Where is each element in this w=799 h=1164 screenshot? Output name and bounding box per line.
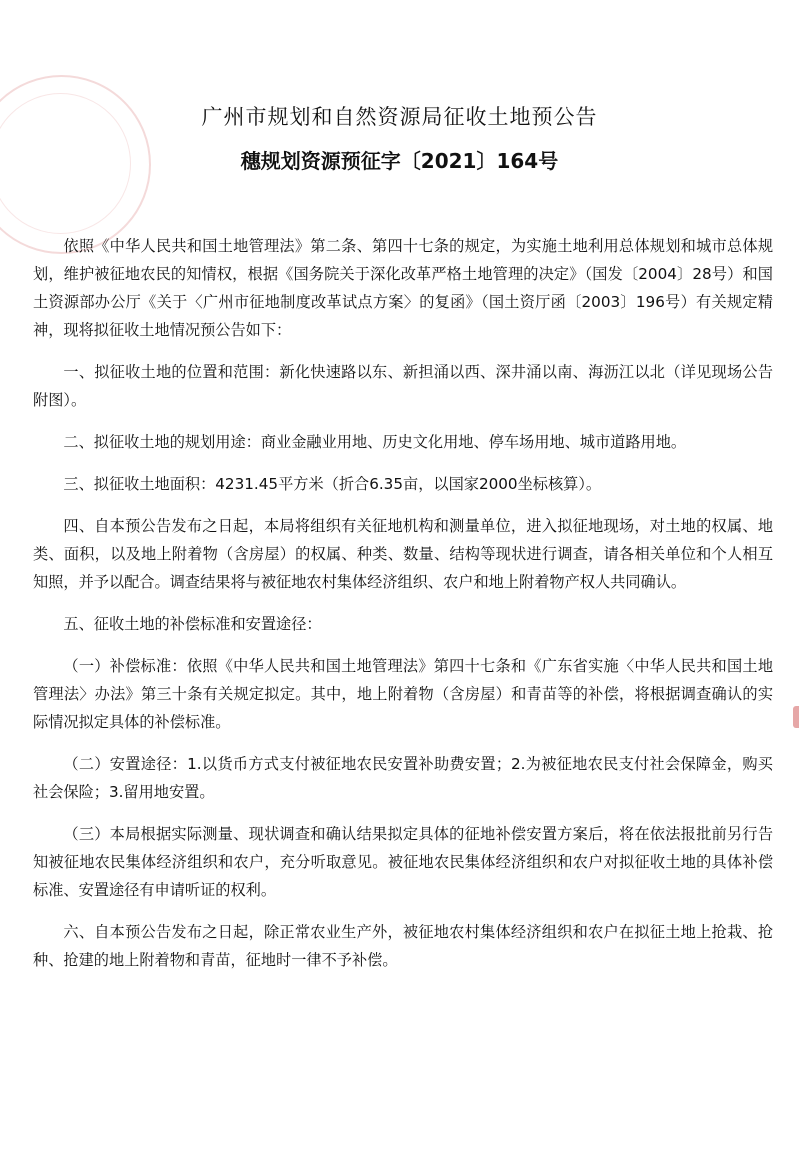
section-5-1-compensation: （一）补偿标准：依照《中华人民共和国土地管理法》第四十七条和《广东省实施〈中华人民共和国土地管理法〉办法》第三十条有关规定拟定。其中，地上附着物（含房屋）和青苗等的补偿，将根据调查确认的实际情况拟定具体的补偿标准。 bbox=[33, 657, 773, 731]
section-6-no-compensation: 六、自本预公告发布之日起，除正常农业生产外，被征地农村集体经济组织和农户在拟征土地上抢栽、抢种、抢建的地上附着物和青苗，征地时一律不予补偿。 bbox=[33, 923, 773, 969]
document-title: 广州市规划和自然资源局征收土地预公告 bbox=[201, 105, 598, 129]
section-5-heading: 五、征收土地的补偿标准和安置途径： bbox=[63, 615, 322, 633]
edge-stamp-mark bbox=[793, 706, 799, 728]
section-3-area: 三、拟征收土地面积：4231.45平方米（折合6.35亩，以国家2000坐标核算）。 bbox=[63, 475, 602, 493]
section-2-usage: 二、拟征收土地的规划用途：商业金融业用地、历史文化用地、停车场用地、城市道路用地。 bbox=[63, 433, 687, 451]
section-5-2-resettlement: （二）安置途径：1.以货币方式支付被征地农民安置补助费安置；2.为被征地农民支付社会保障金，购买社会保险；3.留用地安置。 bbox=[33, 755, 773, 801]
section-1-location: 一、拟征收土地的位置和范围：新化快速路以东、新担涌以西、深井涌以南、海沥江以北（详见现场公告附图）。 bbox=[33, 363, 773, 409]
document-body bbox=[33, 232, 773, 988]
section-4-survey: 四、自本预公告发布之日起，本局将组织有关征地机构和测量单位，进入拟征地现场，对土地的权属、地类、面积，以及地上附着物（含房屋）的权属、种类、数量、结构等现状进行调查，请各相关单位和个人相互知照，并予以配合。调查结果将与被征地农村集体经济组织、农户和地上附着物产权人共同确认。 bbox=[33, 517, 773, 591]
section-5-3-hearing: （三）本局根据实际测量、现状调查和确认结果拟定具体的征地补偿安置方案后，将在依法报批前另行告知被征地农民集体经济组织和农户，充分听取意见。被征地农民集体经济组织和农户对拟征收土地的具体补偿标准、安置途径有申请听证的权利。 bbox=[33, 825, 773, 899]
document-number: 穗规划资源预征字〔2021〕164号 bbox=[240, 149, 559, 173]
intro-paragraph: 依照《中华人民共和国土地管理法》第二条、第四十七条的规定，为实施土地利用总体规划和城市总体规划，维护被征地农民的知情权，根据《国务院关于深化改革严格土地管理的决定》（国发〔2004〕28号）和国土资源部办公厅《关于〈广州市征地制度改革试点方案〉的复函》（国土资厅函〔2003〕196号）有关规定精神，现将拟征收土地情况预公告如下： bbox=[33, 237, 773, 339]
